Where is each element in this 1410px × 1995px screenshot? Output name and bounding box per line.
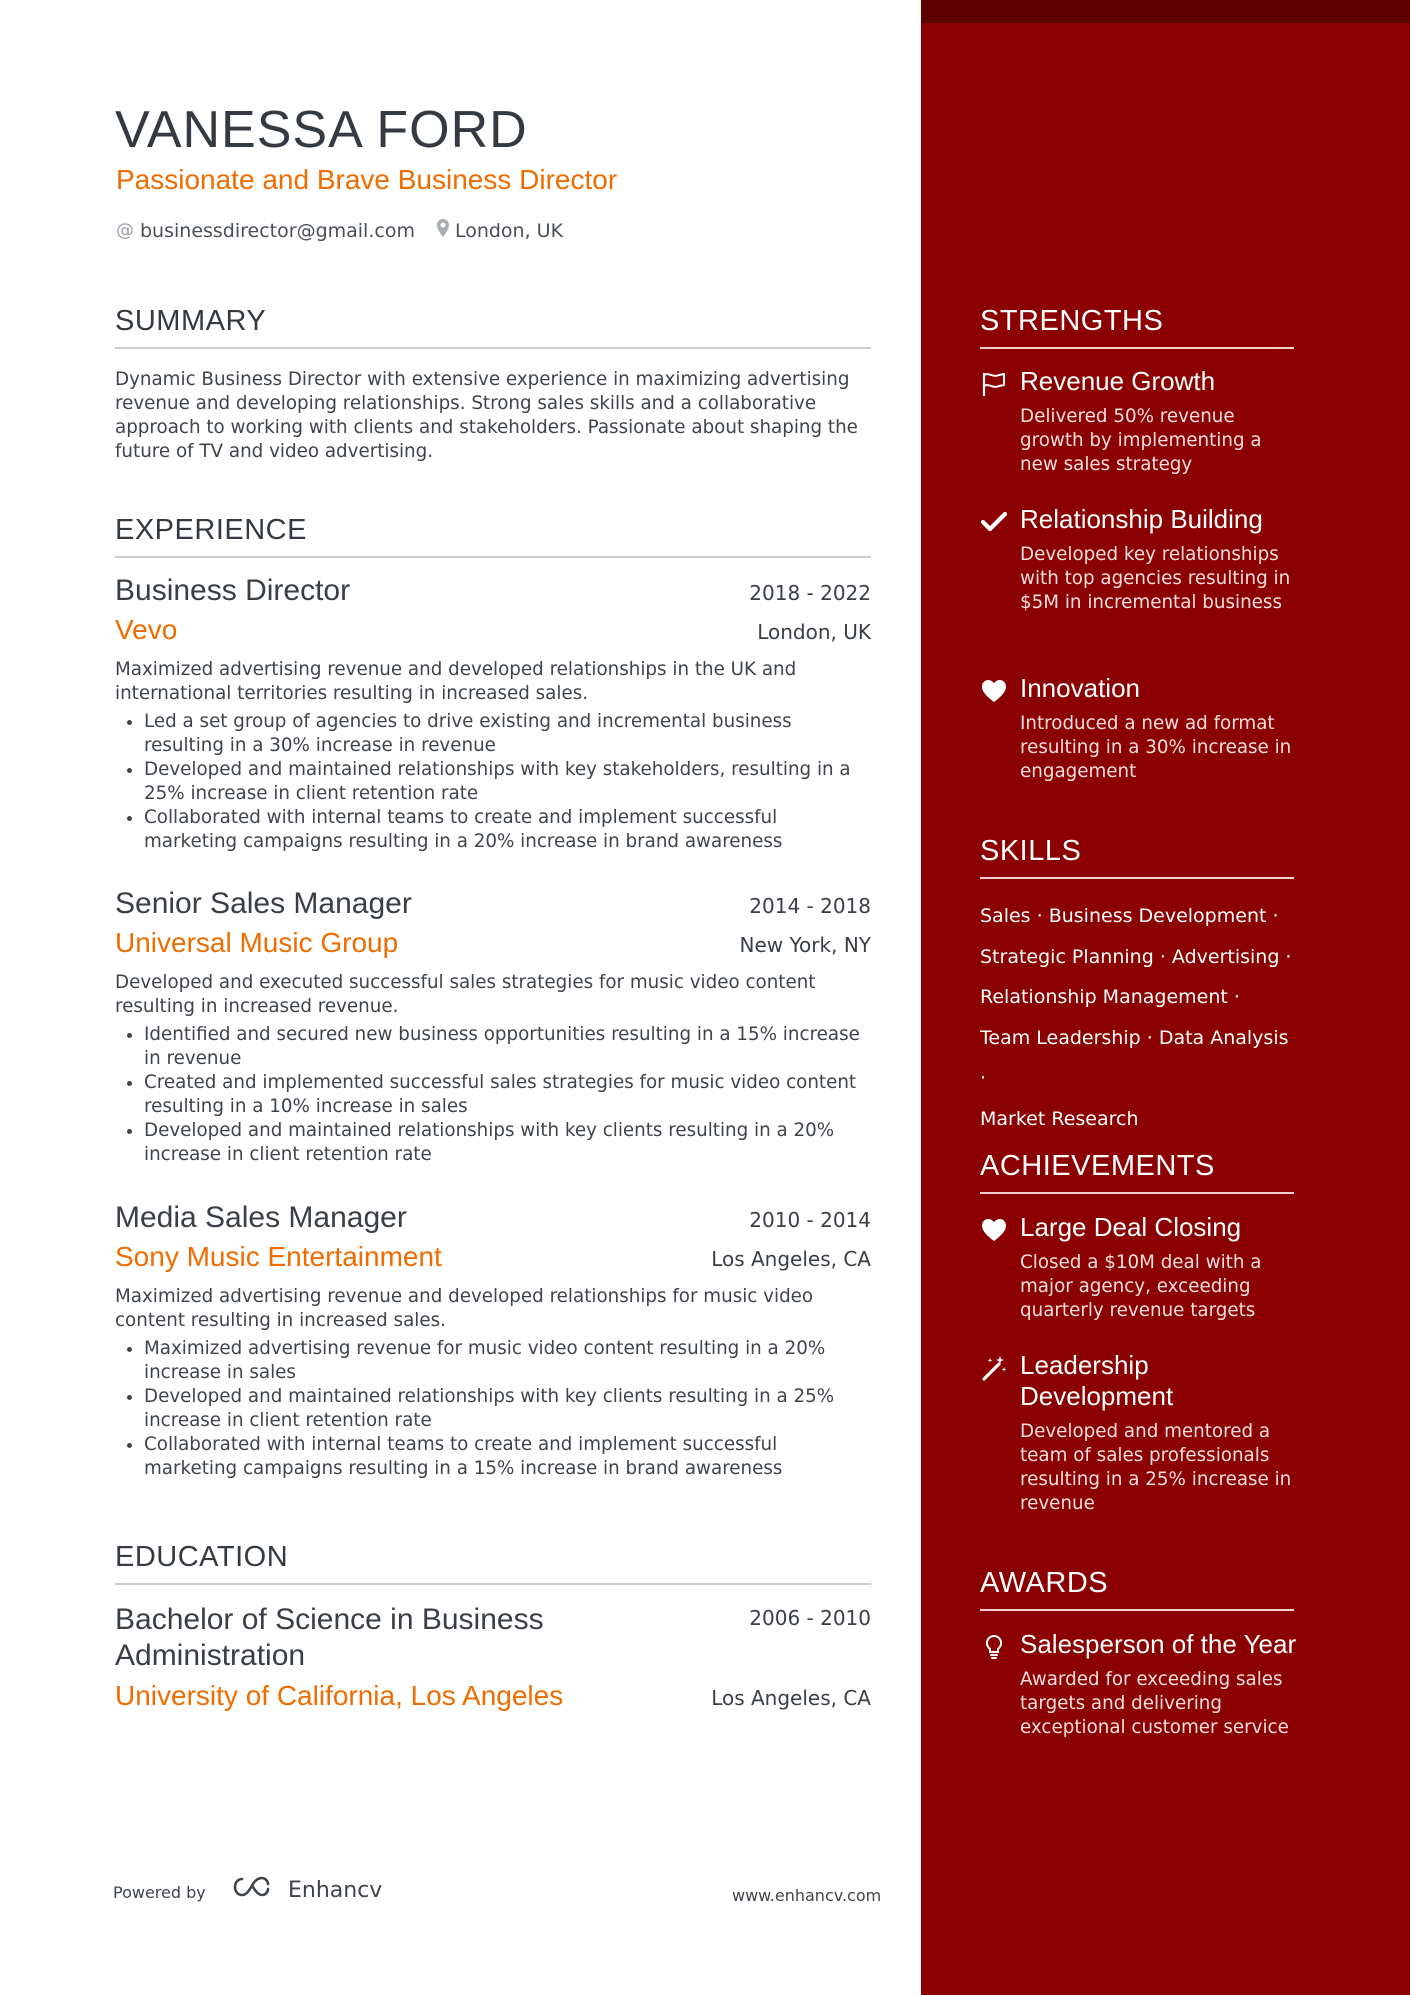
education-school: University of California, Los Angeles xyxy=(115,1680,564,1711)
check-icon xyxy=(980,508,1008,536)
skill-item: Sales xyxy=(980,905,1031,927)
strength-title: Relationship Building xyxy=(1020,504,1263,534)
job-company: Universal Music Group xyxy=(115,927,399,958)
skill-item: Market Research xyxy=(980,1107,1139,1130)
awards-title: AWARDS xyxy=(980,1567,1294,1611)
achievements-title: ACHIEVEMENTS xyxy=(980,1150,1294,1194)
award-title: Salesperson of the Year xyxy=(1020,1629,1297,1659)
summary-title: SUMMARY xyxy=(115,305,871,349)
strength-title: Revenue Growth xyxy=(1020,366,1216,396)
strength-item xyxy=(980,504,1300,615)
sidebar-top-band xyxy=(921,0,1410,23)
location-text: London, UK xyxy=(454,219,564,242)
job-role: Business Director xyxy=(115,574,351,607)
contact-info xyxy=(116,219,563,242)
skill-item: Advertising xyxy=(1171,945,1280,968)
website-link[interactable]: www.enhancv.com xyxy=(732,1886,882,1905)
enhancv-logo[interactable] xyxy=(232,1874,382,1906)
contact-email[interactable] xyxy=(116,219,415,242)
skill-item: Relationship Management xyxy=(980,986,1228,1008)
job-bullets xyxy=(115,1023,871,1167)
flag-icon xyxy=(980,370,1008,398)
job-role: Media Sales Manager xyxy=(115,1201,407,1234)
job-description: Developed and executed successful sales strategies for music video content resulting in increased revenue. xyxy=(115,972,816,1017)
strength-title: Innovation xyxy=(1020,673,1140,703)
job-bullet: • Developed and maintained relationships with key stakeholders, resulting in a 25% increase in client retention rate xyxy=(144,758,871,806)
skill-item: Data Analysis xyxy=(1158,1026,1289,1049)
powered-by-label: Powered by xyxy=(113,1883,206,1902)
job-bullet: • Developed and maintained relationships with key clients resulting in a 25% increase in client retention rate xyxy=(144,1385,871,1433)
location-pin-icon xyxy=(437,219,449,242)
job-bullet: • Developed and maintained relationships with key clients resulting in a 20% increase in client retention rate xyxy=(144,1119,871,1167)
achievement-title: Large Deal Closing xyxy=(1020,1212,1242,1242)
skill-item: Strategic Planning xyxy=(980,945,1154,968)
job-entry xyxy=(115,887,871,1167)
achievement-description: Developed and mentored a team of sales professionals resulting in a 25% increase in revenue xyxy=(1020,1421,1292,1514)
job-bullet: • Created and implemented successful sales strategies for music video content resulting in a 10% increase in sales xyxy=(144,1071,871,1119)
job-entry xyxy=(115,574,871,854)
job-entry xyxy=(115,1201,871,1481)
job-description: Maximized advertising revenue and developed relationships in the UK and international territories resulting in increased sales. xyxy=(115,659,797,704)
job-bullet: • Maximized advertising revenue for music video content resulting in a 20% increase in sales xyxy=(144,1337,871,1385)
strengths-title: STRENGTHS xyxy=(980,305,1294,349)
heart-icon xyxy=(980,1216,1008,1244)
enhancv-logo-text: Enhancv xyxy=(288,1877,383,1903)
skill-item: Business Development xyxy=(1048,905,1267,927)
job-bullet: • Identified and secured new business opportunities resulting in a 15% increase in revenue xyxy=(144,1023,871,1071)
skills-title: SKILLS xyxy=(980,835,1294,879)
summary-text: Dynamic Business Director with extensive experience in maximizing advertising revenue and developing relationships. Strong sales skills and a collaborative approach to working with clients and stakeholders. Passionate about shaping the future of TV and video advertising. xyxy=(115,369,858,462)
achievement-title: Leadership Development xyxy=(1020,1350,1174,1411)
job-dates: 2014 - 2018 xyxy=(749,894,871,918)
job-dates: 2018 - 2022 xyxy=(749,581,871,605)
award-item xyxy=(980,1629,1300,1740)
strength-description: Introduced a new ad format resulting in a 30% increase in engagement xyxy=(1020,713,1292,782)
heart-icon xyxy=(980,677,1008,705)
job-bullet: • Led a set group of agencies to drive existing and incremental business resulting in a 30% increase in revenue xyxy=(144,710,871,758)
job-location: Los Angeles, CA xyxy=(711,1247,871,1271)
contact-location xyxy=(437,219,563,242)
job-bullets xyxy=(115,1337,871,1481)
enhancv-logo-icon xyxy=(232,1874,278,1906)
achievement-item xyxy=(980,1212,1300,1323)
education-entry xyxy=(115,1602,871,1712)
job-location: New York, NY xyxy=(739,933,871,957)
achievement-description: Closed a $10M deal with a major agency, exceeding quarterly revenue targets xyxy=(1020,1252,1262,1321)
job-dates: 2010 - 2014 xyxy=(749,1208,871,1232)
job-bullet: • Collaborated with internal teams to create and implement successful marketing campaigns resulting in a 20% increase in brand awareness xyxy=(144,806,871,854)
award-description: Awarded for exceeding sales targets and delivering exceptional customer service xyxy=(1020,1669,1289,1738)
job-company: Vevo xyxy=(115,614,178,645)
strength-description: Developed key relationships with top agencies resulting in $5M in incremental business xyxy=(1020,544,1291,613)
achievement-item xyxy=(980,1350,1300,1516)
education-dates: 2006 - 2010 xyxy=(749,1606,871,1630)
job-role: Senior Sales Manager xyxy=(115,887,412,920)
lightbulb-icon xyxy=(980,1633,1008,1661)
candidate-tagline: Passionate and Brave Business Director xyxy=(116,164,618,195)
skill-item: Team Leadership xyxy=(980,1026,1141,1049)
at-icon: @ xyxy=(116,220,134,241)
candidate-name: VANESSA FORD xyxy=(115,101,528,159)
job-location: London, UK xyxy=(757,620,871,644)
magic-wand-icon xyxy=(980,1354,1008,1382)
education-degree: Bachelor of Science in Business Administration xyxy=(115,1603,544,1672)
job-description: Maximized advertising revenue and developed relationships for music video content resulting in increased sales. xyxy=(115,1286,814,1331)
skills-list: Sales · Business Development · Strategic Planning · Advertising · Relationship Management · Team Leadership · Data Analysis · Market Research xyxy=(980,905,1292,1130)
education-location: Los Angeles, CA xyxy=(711,1686,871,1710)
strength-item xyxy=(980,366,1300,477)
email-text: businessdirector@gmail.com xyxy=(140,219,415,242)
experience-title: EXPERIENCE xyxy=(115,514,871,558)
education-title: EDUCATION xyxy=(115,1541,871,1585)
strength-item xyxy=(980,673,1300,784)
job-bullets xyxy=(115,710,871,854)
strength-description: Delivered 50% revenue growth by implementing a new sales strategy xyxy=(1020,406,1262,475)
job-bullet: • Collaborated with internal teams to create and implement successful marketing campaigns resulting in a 15% increase in brand awareness xyxy=(144,1433,871,1481)
job-company: Sony Music Entertainment xyxy=(115,1241,442,1272)
